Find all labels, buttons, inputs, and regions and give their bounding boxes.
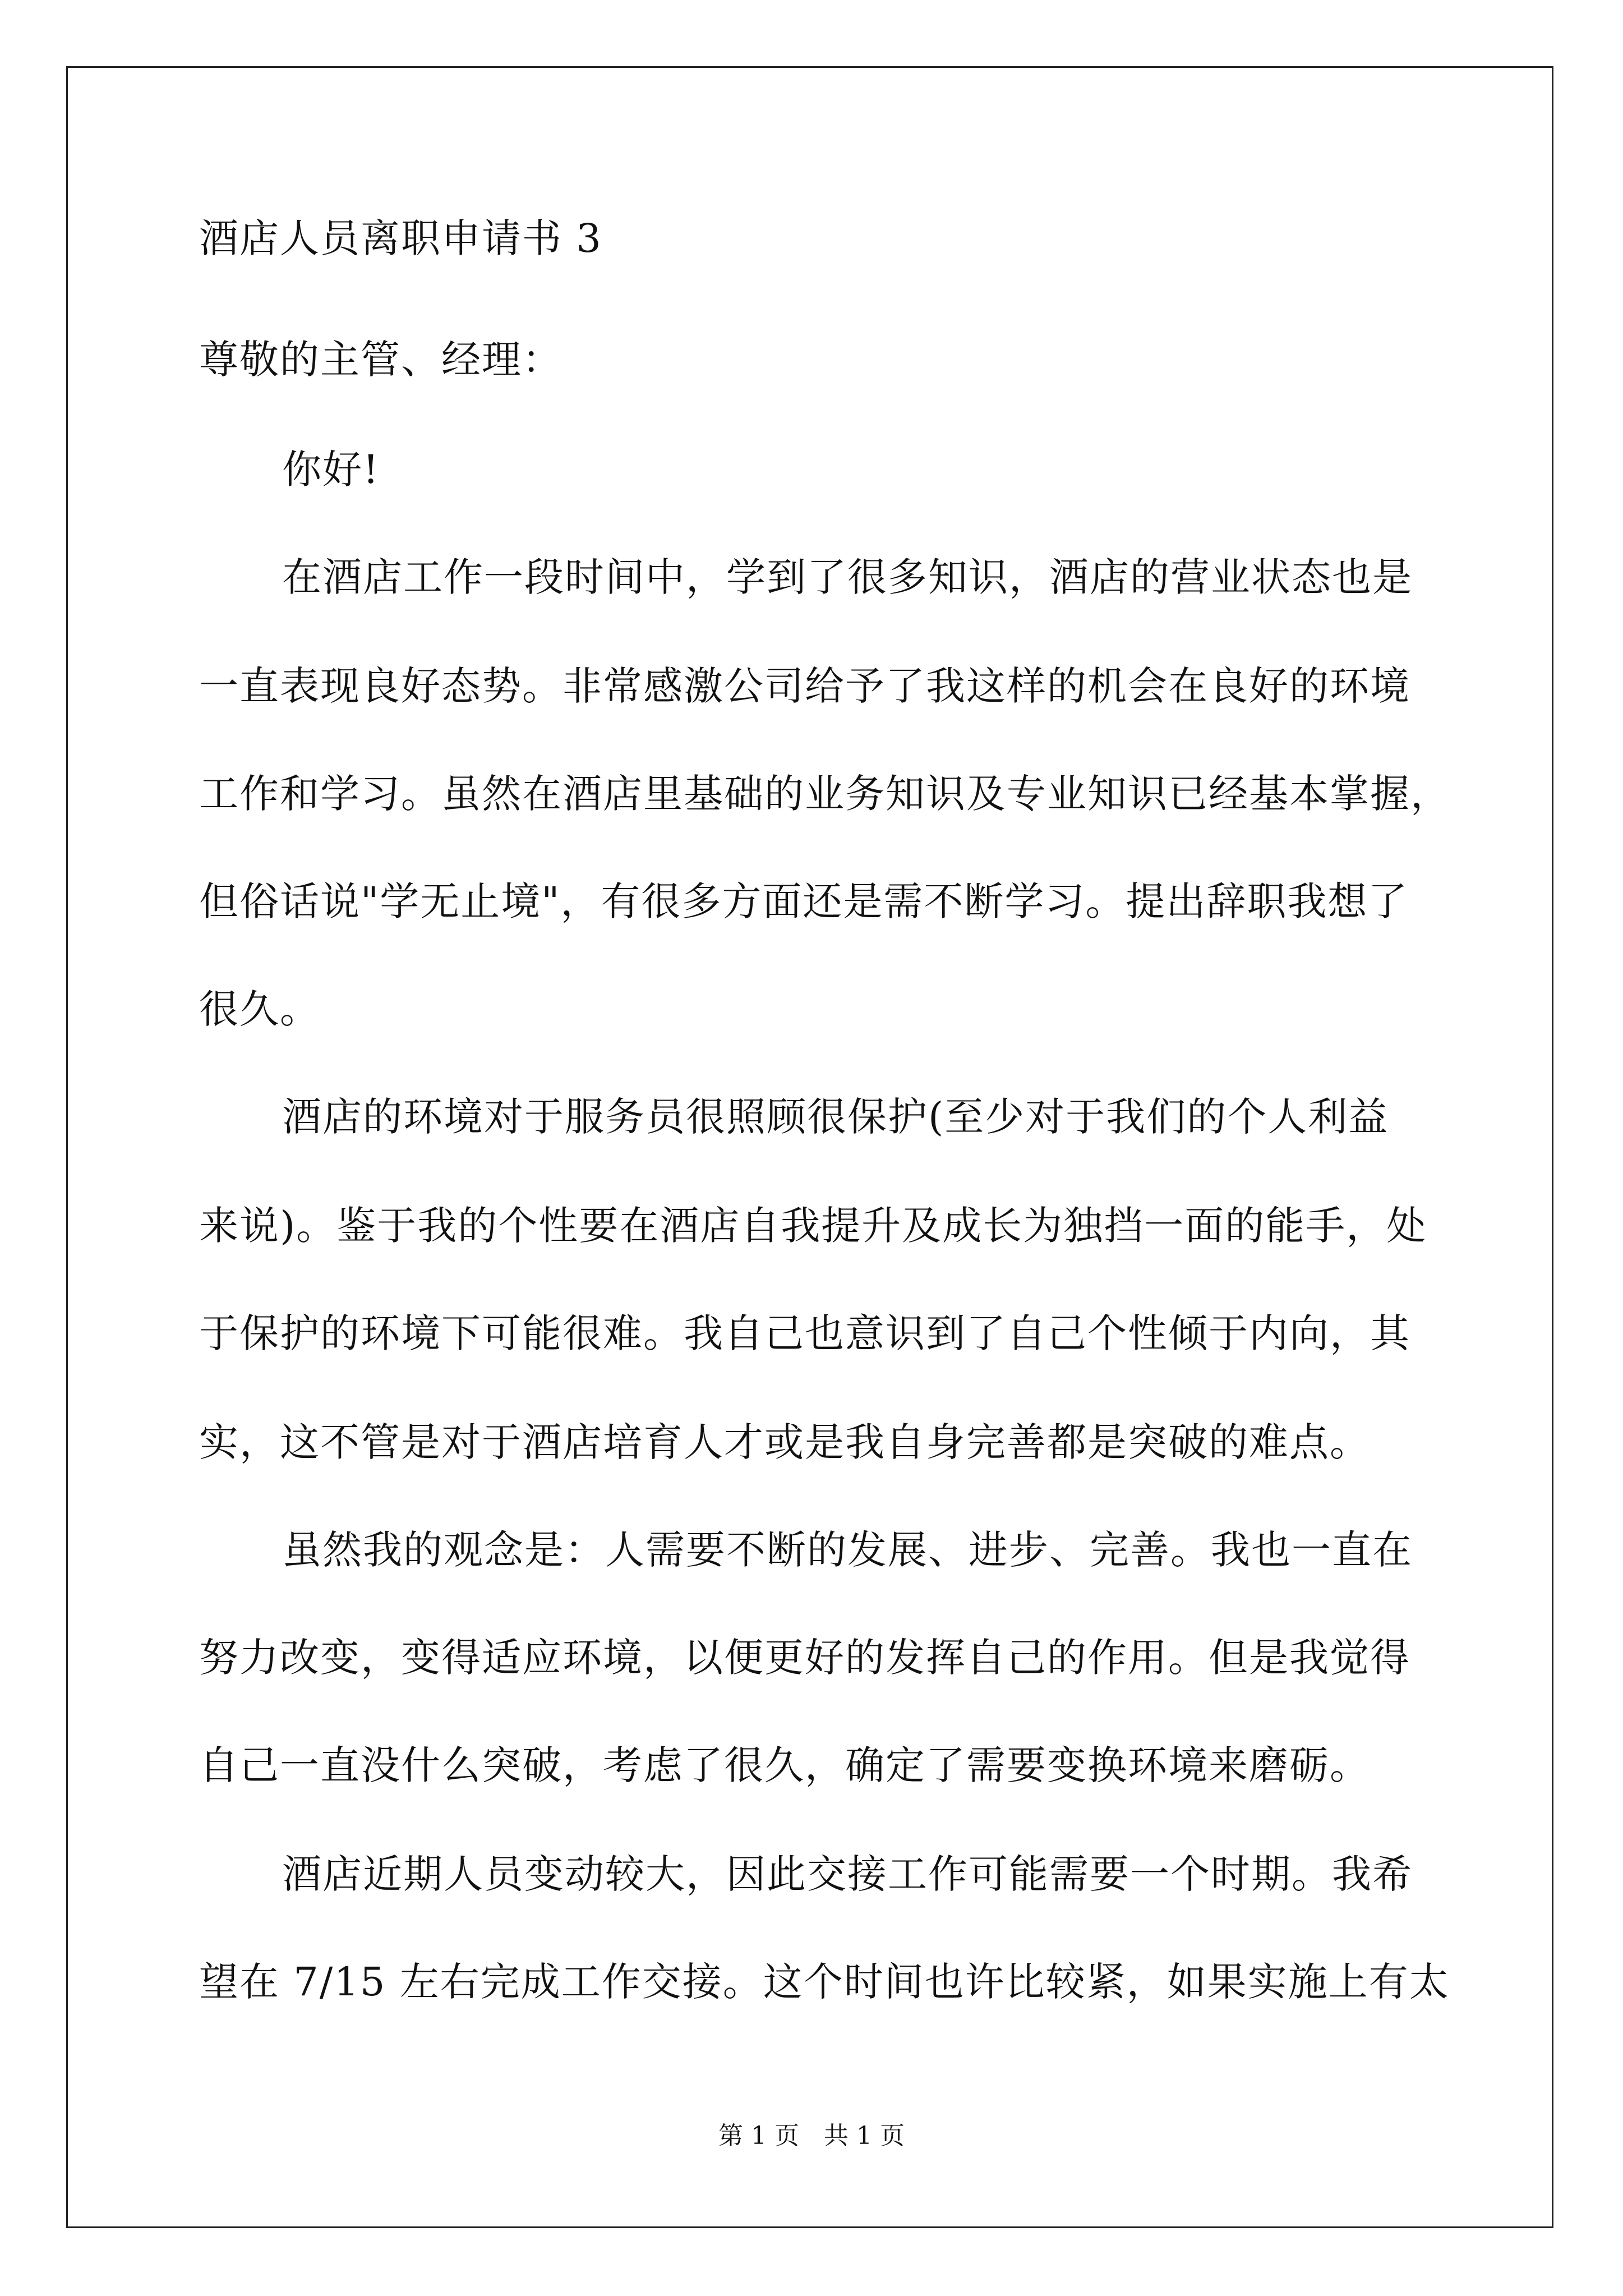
body-line: 自己一直没什么突破，考虑了很久，确定了需要变换环境来磨砺。	[199, 1742, 1370, 1788]
greeting: 你好!	[282, 447, 380, 493]
body-line: 很久。	[199, 986, 320, 1032]
body-line: 酒店的环境对于服务员很照顾很保护(至少对于我们的个人利益	[282, 1094, 1389, 1140]
salutation: 尊敬的主管、经理：	[199, 337, 562, 383]
body-line: 来说)。鉴于我的个性要在酒店自我提升及成长为独挡一面的能手，处	[199, 1203, 1427, 1249]
document-title: 酒店人员离职申请书 3	[199, 215, 602, 261]
body-line: 但俗话说"学无止境"，有很多方面还是需不断学习。提出辞职我想了	[199, 878, 1409, 924]
body-line: 于保护的环境下可能很难。我自己也意识到了自己个性倾于内向，其	[199, 1310, 1410, 1356]
body-line: 在酒店工作一段时间中，学到了很多知识，酒店的营业状态也是	[282, 554, 1413, 600]
body-line: 一直表现良好态势。非常感激公司给予了我这样的机会在良好的环境	[199, 663, 1410, 709]
body-line: 酒店近期人员变动较大，因此交接工作可能需要一个时期。我希	[282, 1851, 1413, 1897]
page-border	[66, 66, 1553, 2228]
body-line: 实，这不管是对于酒店培育人才或是我自身完善都是突破的难点。	[199, 1419, 1370, 1465]
body-line: 望在 7/15 左右完成工作交接。这个时间也许比较紧，如果实施上有太	[199, 1959, 1450, 2005]
body-line: 工作和学习。虽然在酒店里基础的业务知识及专业知识已经基本掌握，	[199, 771, 1451, 817]
page-footer: 第 1 页 共 1 页	[718, 2122, 905, 2150]
body-line: 努力改变，变得适应环境，以便更好的发挥自己的作用。但是我觉得	[199, 1635, 1410, 1681]
body-line: 虽然我的观念是：人需要不断的发展、进步、完善。我也一直在	[282, 1527, 1413, 1573]
